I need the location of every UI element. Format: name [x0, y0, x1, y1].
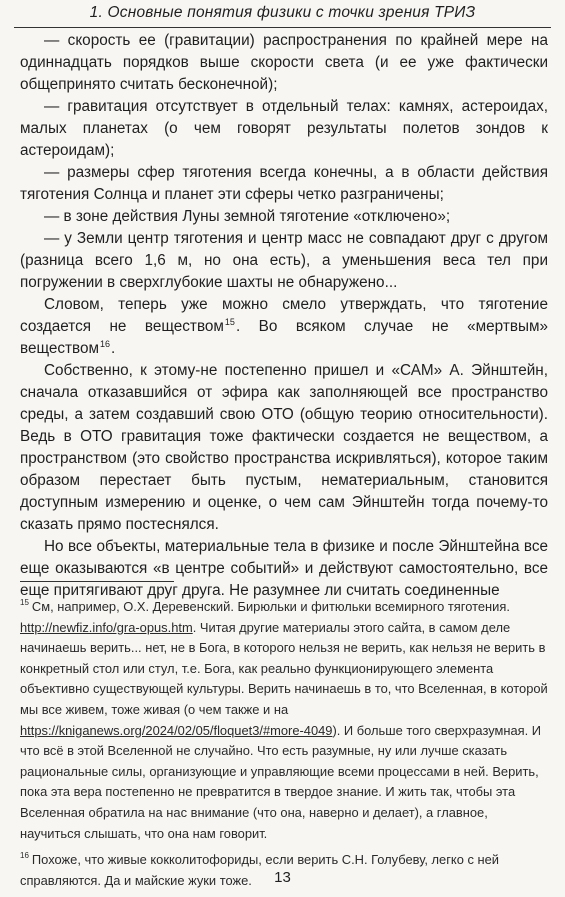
paragraph-text: Словом, теперь уже можно смело утверждать, что тяготение создается не веществом [20, 296, 548, 335]
footnote-ref-15[interactable]: 15 [224, 317, 235, 327]
footnote-link[interactable]: http://newfiz.info/gra-opus.htm [20, 619, 193, 635]
paragraph-text: . Во всяком случае не «мертвым» веществом [20, 318, 548, 357]
footnote-text: См, например, О.Х. Деревенский. Бирюльки и фитюльки всемирного тяготения. [31, 599, 510, 614]
footnote-divider [20, 581, 174, 582]
footnote-mark: 15 [20, 598, 29, 607]
footnote-mark: 16 [20, 851, 29, 861]
paragraph: Собственно, к этому-не постепенно пришел и «САМ» А. Эйнштейн, сначала отказавшийся от эфира как заполняющей все пространство среды, а затем создавший свою ОТО (общую теорию относительности). Ведь в ОТО гравитация тоже фактически создается не веществом, а пространством (это свойство пространства искривляться), которое таким образом перестает быть пустым, нематериальным, становится доступным измерению и оценке, о чем сам Эйнштейн тогда почему-то сказать прямо постеснялся. [20, 362, 548, 533]
list-item: — скорость ее (гравитации) распространения по крайней мере на одиннадцать порядков выше скорости света (и ее уже фактически общепринято считать бесконечной); [20, 32, 548, 93]
paragraph [20, 294, 548, 360]
footnote-text: . Читая другие материалы этого сайта, в самом деле начинаешь верить... нет, не в Бога, в которого нельзя не верить, как нельзя не верить в конкретный стол или стул, т.е. Бога, как реально функционирующего элемента объективно существующей культуры. Верить начинаешь в то, что Вселенная, в которой мы все живем, тоже живая (о чем также и на [20, 619, 548, 717]
list-item: — гравитация отсутствует в отдельный телах: камнях, астероидах, малых планетах (о чем говорят результаты полетов зондов к астероидам); [20, 98, 548, 159]
paragraph: Но все объекты, материальные тела в физике и после Эйнштейна все еще оказываются «в центре событий» и действуют самостоятельно, все еще притягивают друг друга. Не разумнее ли считать соединенные [20, 538, 548, 599]
footnote-link[interactable]: https://kniganews.org/2024/02/05/floquet3/#more-4049 [20, 722, 333, 738]
main-text [20, 30, 548, 602]
list-item: — размеры сфер тяготения всегда конечны, а в области действия тяготения Солнца и планет эти сферы четко разграничены; [20, 164, 548, 203]
running-title: 1. Основные понятия физики с точки зрения ТРИЗ [89, 4, 476, 21]
footnote-ref-16[interactable]: 16 [100, 339, 111, 349]
running-header [14, 0, 551, 28]
footnote-15 [20, 597, 549, 844]
footnote-text: Похоже, что живые кокколитофориды, если верить С.Н. Голубеву, легко с ней справляются. Да и майские жуки тоже. [20, 852, 499, 888]
paragraph-text: . [111, 340, 116, 357]
footnotes [20, 597, 549, 897]
list-item: — у Земли центр тяготения и центр масс не совпадают друг с другом (разница всего 1,6 м, но она есть), а уменьшения веса тел при погружении в сверхглубокие шахты не обнаружено... [20, 230, 548, 291]
list-item: — в зоне действия Луны земной тяготение «отключено»; [44, 208, 451, 225]
page-number: 13 [274, 869, 291, 886]
footnote-text: ). И больше того сверхразумная. И что всё в этой Вселенной не случайно. Что есть разумные, ну или лучше сказать рациональные силы, организующие и управляющие всеми процессами в ней. Верить, пока эта вера постепенно не превратится в твердое знание. И жить так, чтобы эта Вселенная обратила на нас внимание (что она, наверно и делает), а главное, научиться слышать, что она нам говорит. [20, 722, 542, 841]
